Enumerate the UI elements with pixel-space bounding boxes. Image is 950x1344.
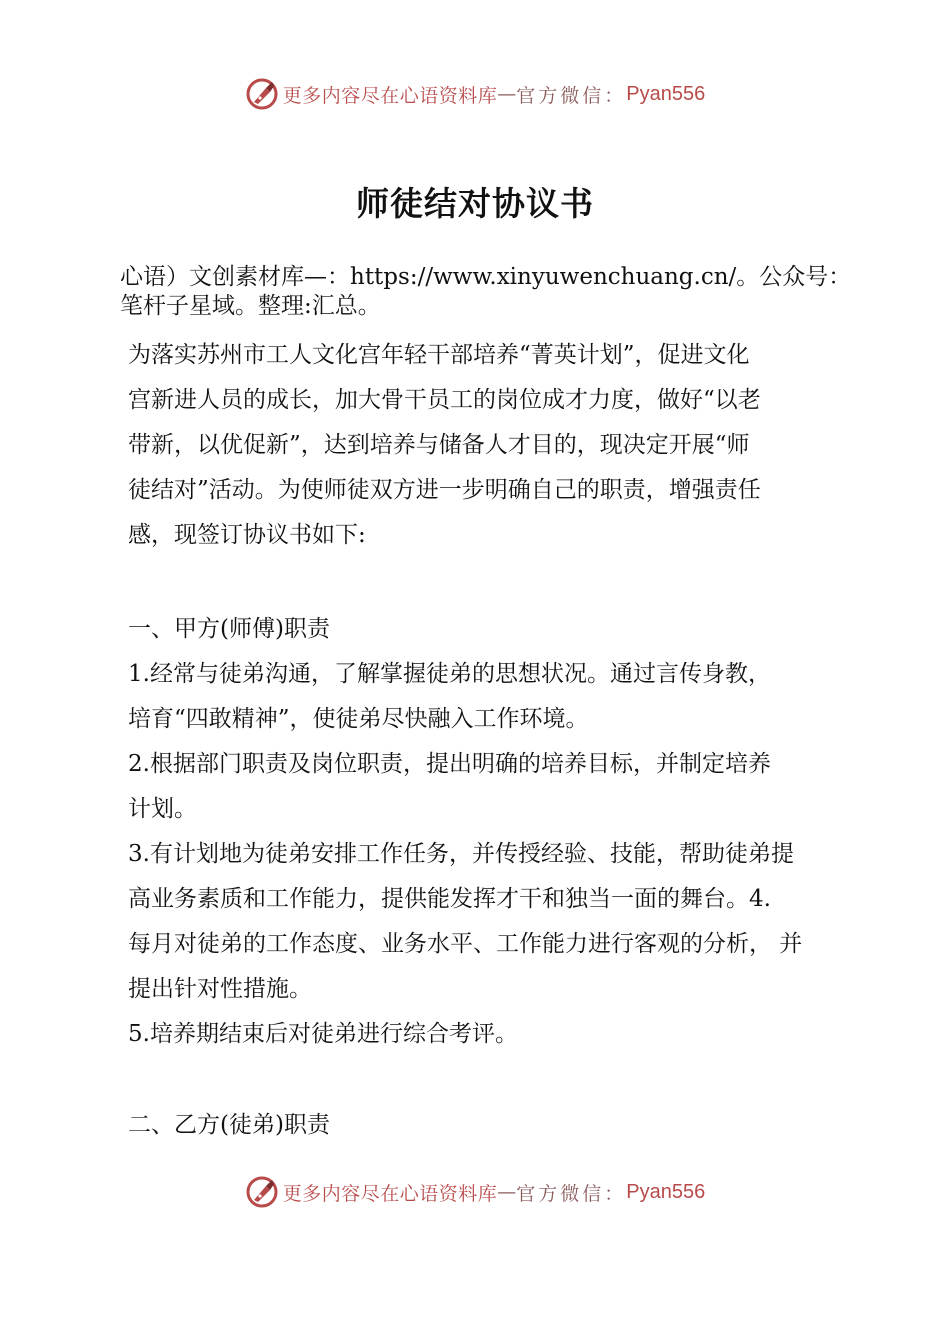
header-banner (0, 74, 950, 114)
intro-line: 感，现签订协议书如下: (128, 522, 366, 548)
footer-banner (0, 1172, 950, 1212)
document-title: 师徒结对协议书 (356, 184, 594, 223)
banner-wechat-label: 官方微信： (516, 1182, 627, 1205)
banner-separator: — (497, 83, 517, 105)
source-note (120, 263, 910, 321)
banner-wechat-id: Pyan556 (626, 1180, 706, 1203)
section-line: 提出针对性措施。 (128, 976, 312, 1002)
section-apprentice-duties (128, 1103, 848, 1148)
section-line: 计划。 (128, 796, 197, 822)
section-line: 2.根据部门职责及岗位职责，提出明确的培养目标，并制定培养 (128, 751, 771, 777)
intro-line: 宫新进人员的成长，加大骨干员工的岗位成才力度，做好“以老 (128, 387, 761, 413)
section-mentor-duties (128, 607, 848, 1057)
section-line: 1.经常与徒弟沟通，了解掌握徒弟的思想状况。通过言传身教， (128, 661, 771, 687)
section-line: 每月对徒弟的工作态度、业务水平、工作能力进行客观的分析， 并 (128, 931, 803, 957)
pen-nib-logo-icon (245, 1175, 279, 1209)
banner-wechat-label: 官方微信： (516, 84, 627, 107)
section-heading: 一、甲方(师傅)职责 (128, 616, 330, 642)
banner-separator: — (497, 1181, 517, 1203)
section-line: 培育“四敢精神”，使徒弟尽快融入工作环境。 (128, 706, 589, 732)
intro-line: 徒结对”活动。为使师徒双方进一步明确自己的职责，增强责任 (128, 477, 761, 503)
section-line: 5.培养期结束后对徒弟进行综合考评。 (128, 1021, 518, 1047)
section-line: 3.有计划地为徒弟安排工作任务，并传授经验、技能，帮助徒弟提 (128, 841, 794, 867)
intro-line: 为落实苏州市工人文化宫年轻干部培养“菁英计划”，促进文化 (128, 342, 750, 368)
banner-main-text: 更多内容尽在心语资料库 (282, 84, 498, 107)
banner-wechat-id: Pyan556 (626, 82, 706, 105)
section-line: 高业务素质和工作能力，提供能发挥才干和独当一面的舞台。4. (128, 886, 771, 912)
intro-line: 带新，以优促新”，达到培养与储备人才目的，现决定开展“师 (128, 432, 750, 458)
intro-paragraph (128, 333, 848, 558)
source-line: 心语）文创素材库—：https://www.xinyuwenchuang.cn/。公众号： (120, 264, 852, 290)
source-line: 笔杆子星域。整理:汇总。 (120, 293, 381, 319)
banner-main-text: 更多内容尽在心语资料库 (282, 1182, 498, 1205)
section-heading: 二、乙方(徒弟)职责 (128, 1112, 330, 1138)
pen-nib-logo-icon (245, 77, 279, 111)
